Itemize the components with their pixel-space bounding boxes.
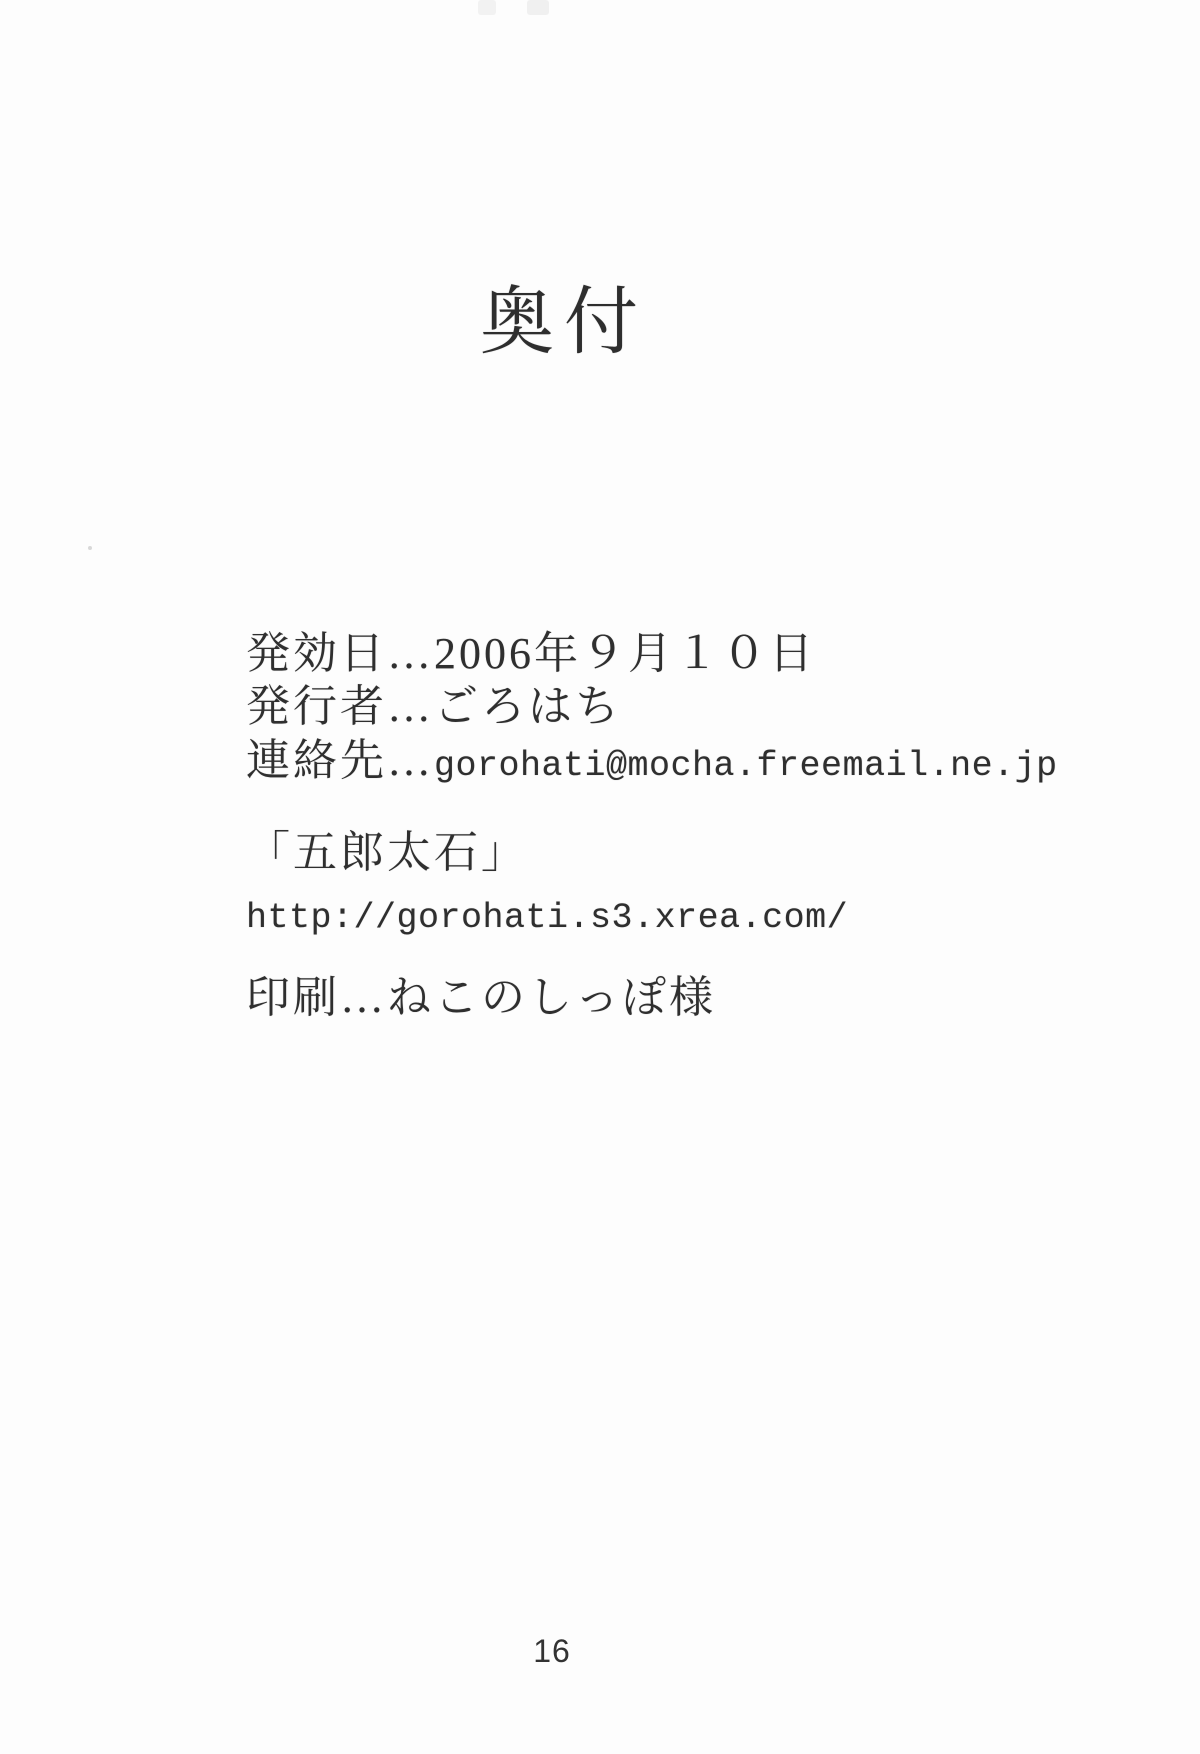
page-number: 16 xyxy=(533,1633,571,1669)
circle-name-line: 「五郎太石」 xyxy=(246,828,528,877)
publisher-line: 発行者…ごろはち xyxy=(246,682,622,731)
issue-date-line: 発効日…2006年９月１０日 xyxy=(246,629,816,678)
contact-line xyxy=(246,736,1058,786)
scan-smudge xyxy=(527,0,549,15)
contact-label: 連絡先… xyxy=(246,736,434,785)
website-url-line: http://gorohati.s3.xrea.com/ xyxy=(246,898,849,938)
scan-speck xyxy=(88,546,92,550)
page-title: 奥付 xyxy=(480,282,648,364)
printer-line: 印刷…ねこのしっぽ様 xyxy=(246,973,716,1022)
scan-smudge xyxy=(478,0,496,15)
contact-email: gorohati@mocha.freemail.ne.jp xyxy=(434,746,1058,786)
